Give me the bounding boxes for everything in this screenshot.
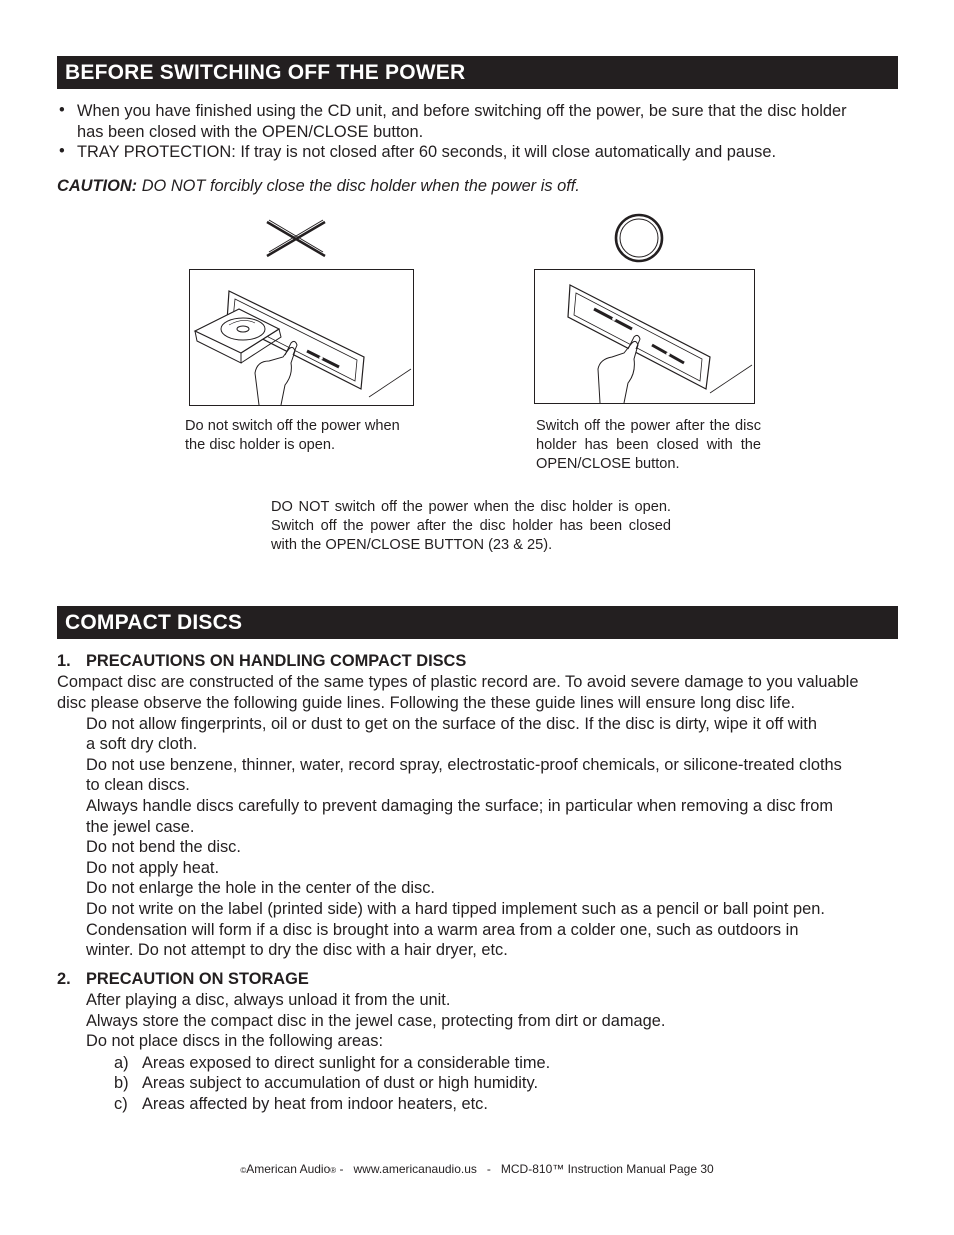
list-item: Do not use benzene, thinner, water, record spray, electrostatic-proof chemicals, or silicone-treated cloths xyxy=(86,755,842,774)
area-letter: c) xyxy=(114,1094,128,1113)
list-item: Do not place discs in the following areas: xyxy=(86,1032,384,1051)
subsection-title: PRECAUTIONS ON HANDLING COMPACT DISCS xyxy=(86,652,467,670)
bullet-icon: • xyxy=(59,142,65,160)
list-item: Do not apply heat. xyxy=(86,858,220,877)
figure-caption-right: Switch off the power after the disc holder has been closed with the OPEN/CLOSE button. xyxy=(536,418,761,472)
list-item: to clean discs. xyxy=(86,776,190,795)
area-text: Areas subject to accumulation of dust or high humidity. xyxy=(142,1074,539,1093)
section-title: BEFORE SWITCHING OFF THE POWER xyxy=(65,61,466,84)
area-text: Areas affected by heat from indoor heaters, etc. xyxy=(142,1094,488,1113)
section-header-compact-discs xyxy=(57,606,898,639)
area-text: Areas exposed to direct sunlight for a considerable time. xyxy=(142,1053,551,1072)
intro-text: Compact disc are constructed of the same types of plastic record are. To avoid severe damage to you valuable xyxy=(57,673,859,691)
area-letter: b) xyxy=(114,1074,129,1093)
caution-label: CAUTION: xyxy=(57,177,138,195)
area-letter: a) xyxy=(114,1053,129,1072)
bullet-icon: • xyxy=(59,101,65,119)
section-header-power xyxy=(57,56,898,89)
footer-text: - www.americanaudio.us - MCD-810™ Instruction Manual Page 30 xyxy=(336,1162,714,1176)
bullet-text: When you have finished using the CD unit, and before switching off the power, be sure that the disc holder has been closed with the OPEN/CLOSE button. xyxy=(77,102,847,141)
intro-text: disc please observe the following guide lines. Following the these guide lines will ensure long disc life. xyxy=(57,694,796,712)
list-item: Do not bend the disc. xyxy=(86,838,241,857)
footer-brand: American Audio xyxy=(246,1162,331,1176)
circle-mark-icon xyxy=(613,211,665,265)
figure-caption-left: Do not switch off the power when the disc holder is open. xyxy=(185,418,400,453)
closed-tray-illustration xyxy=(534,269,756,405)
list-item: Always handle discs carefully to prevent damaging the surface; in particular when removing a disc from xyxy=(86,796,834,815)
section-title: COMPACT DISCS xyxy=(65,611,243,634)
subsection-title: PRECAUTION ON STORAGE xyxy=(86,970,309,988)
caution-line xyxy=(57,176,580,197)
subsection-number: 2. xyxy=(57,970,71,988)
cross-mark-icon xyxy=(265,218,327,260)
subsection-number: 1. xyxy=(57,652,71,670)
list-item: Condensation will form if a disc is brought into a warm area from a colder one, such as outdoors in xyxy=(86,920,799,939)
list-item: a soft dry cloth. xyxy=(86,735,198,754)
registered-mark: ® xyxy=(330,1166,337,1175)
page-footer xyxy=(0,1162,954,1176)
list-item: Do not allow fingerprints, oil or dust to get on the surface of the disc. If the disc is dirty, wipe it off with xyxy=(86,714,817,733)
list-item: Do not enlarge the hole in the center of the disc. xyxy=(86,879,435,898)
caution-text: DO NOT forcibly close the disc holder when the power is off. xyxy=(141,177,580,195)
list-item: winter. Do not attempt to dry the disc with a hair dryer, etc. xyxy=(86,941,508,960)
list-item: Do not write on the label (printed side) with a hard tipped implement such as a pencil or ball point pen. xyxy=(86,899,825,918)
list-item: Always store the compact disc in the jewel case, protecting from dirt or damage. xyxy=(86,1011,666,1030)
list-item: After playing a disc, always unload it from the unit. xyxy=(86,991,451,1009)
open-tray-illustration xyxy=(189,269,415,407)
list-item: the jewel case. xyxy=(86,817,195,836)
power-note: DO NOT switch off the power when the disc holder is open. Switch off the power after the disc holder has been closed with the OPEN/CLOSE BUTTON (23 & 25). xyxy=(271,499,671,553)
bullet-text: TRAY PROTECTION: If tray is not closed after 60 seconds, it will close automatically and pause. xyxy=(77,143,777,161)
copyright-mark: © xyxy=(240,1166,247,1175)
